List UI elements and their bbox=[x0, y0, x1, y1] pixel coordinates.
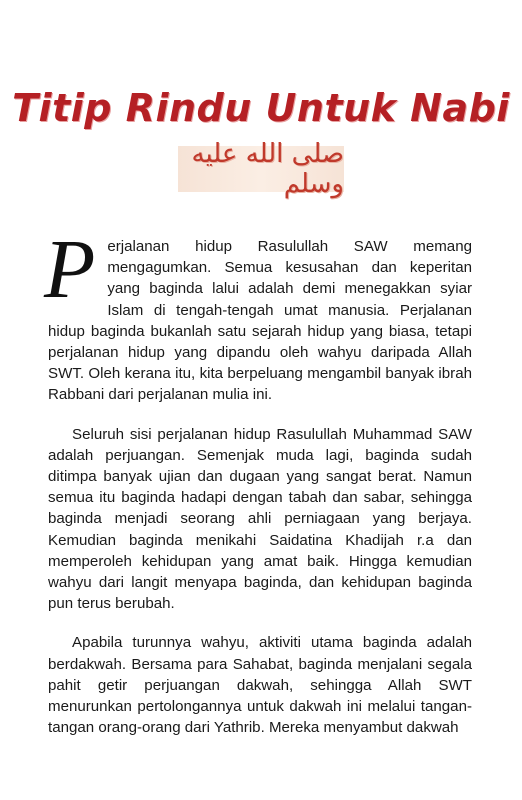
paragraph-1 bbox=[44, 223, 472, 406]
salawat-calligraphy bbox=[178, 139, 344, 199]
page-title: Titip Rindu Untuk Nabi bbox=[12, 86, 510, 130]
paragraph-1-text: erjalanan hidup Rasulullah SAW memang mengagumkan. Semua kesusahan dan keperitan yang baginda lalui adalah demi menegakkan syiar Islam di tengah-tengah umat manusia. Perjalanan hidup baginda bukanlah satu sejarah hidup yang biasa, tetapi perjalanan hidup yang dipandu oleh wahyu daripada Allah SWT. Oleh kerana itu, kita berpeluang mengambil banyak ibrah Rabbani dari perjalanan mulia ini. bbox=[48, 238, 472, 404]
paragraph-3: Apabila turunnya wahyu, aktiviti utama baginda adalah berdakwah. Bersama para Sahabat, baginda menjalani segala pahit getir perjuangan dakwah, sehingga Allah SWT menurunkan pertolongannya untuk dakwah ini melalui tangan-tangan orang-orang dari Yathrib. Mereka menyambut dakwah bbox=[48, 634, 472, 737]
paragraph-2: Seluruh sisi perjalanan hidup Rasulullah Muhammad SAW adalah perjuangan. Semenjak muda lagi, baginda sudah ditimpa banyak ujian dan dugaan yang sangat berat. Namun semua itu baginda hadapi dengan tabah dan sabar, sehingga baginda menjadi seorang ahli perniagaan yang berjaya. Kemudian baginda menikahi Saidatina Khadijah r.a dan memperoleh kehidupan yang amat baik. Hingga kemudian wahyu dari langit menyapa baginda, dan kehidupan baginda pun terus berubah. bbox=[48, 425, 472, 613]
drop-cap: P bbox=[44, 223, 96, 316]
calligraphy-text: صلى الله عليه وسلم bbox=[191, 139, 344, 199]
body-text bbox=[44, 223, 472, 756]
